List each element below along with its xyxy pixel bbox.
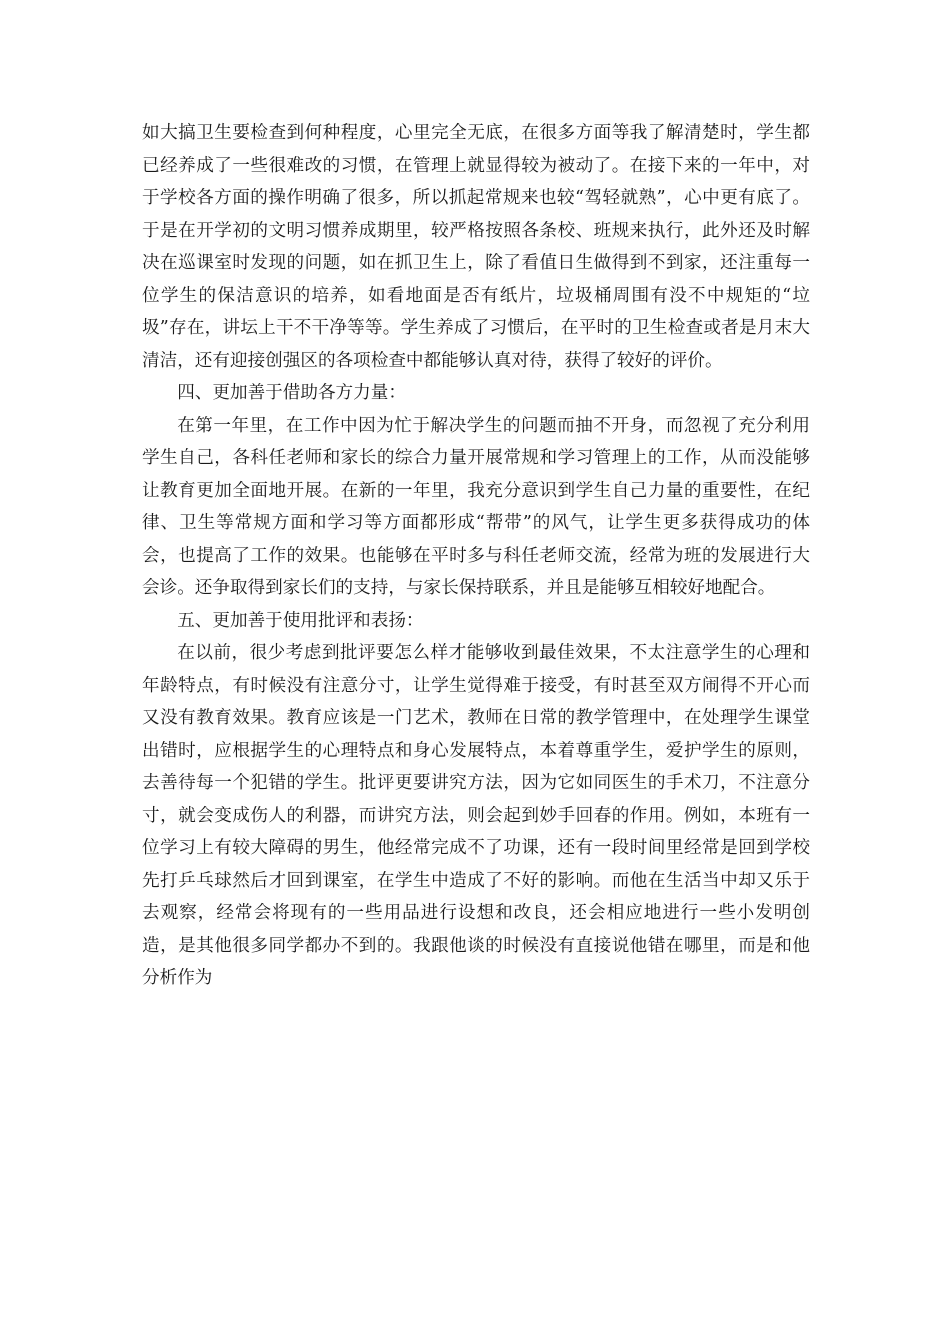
paragraph: 在以前，很少考虑到批评要怎么样才能够收到最佳效果，不太注意学生的心理和年龄特点，有时候没有注意分寸，让学生觉得难于接受，有时甚至双方闹得不开心而又没有教育效果。教育应该是一门艺术，教师在日常的教学管理中，在处理学生课堂出错时，应根据学生的心理特点和身心发展特点，本着尊重学生，爱护学生的原则，去善待每一个犯错的学生。批评更要讲究方法，因为它如同医生的手术刀，不注意分寸，就会变成伤人的利器，而讲究方法，则会起到妙手回春的作用。例如，本班有一位学习上有较大障碍的男生，他经常完成不了功课，还有一段时间里经常是回到学校先打乒乓球然后才回到课室，在学生中造成了不好的影响。而他在生活当中却又乐于去观察，经常会将现有的一些用品进行设想和改良，还会相应地进行一些小发明创造，是其他很多同学都办不到的。我跟他谈的时候没有直接说他错在哪里，而是和他分析作为: [142, 643, 810, 988]
paragraph-continued: 如大搞卫生要检查到何种程度，心里完全无底，在很多方面等我了解清楚时，学生都已经养成了一些很难改的习惯，在管理上就显得较为被动了。在接下来的一年中，对于学校各方面的操作明确了很多，所以抓起常规来也较“驾轻就熟”，心中更有底了。于是在开学初的文明习惯养成期里，较严格按照各条校、班规来执行，此外还及时解决在巡课室时发现的问题，如在抓卫生上，除了看值日生做得到不到家，还注重每一位学生的保洁意识的培养，如看地面是否有纸片，垃圾桶周围有没不中规矩的“垃圾”存在，讲坛上干不干净等等。学生养成了习惯后，在平时的卫生检查或者是月末大清洁，还有迎接创强区的各项检查中都能够认真对待，获得了较好的评价。: [142, 123, 810, 371]
paragraph: 在第一年里，在工作中因为忙于解决学生的问题而抽不开身，而忽视了充分利用学生自己，各科任老师和家长的综合力量开展常规和学习管理上的工作，从而没能够让教育更加全面地开展。在新的一年里，我充分意识到学生自己力量的重要性，在纪律、卫生等常规方面和学习等方面都形成“帮带”的风气，让学生更多获得成功的体会，也提高了工作的效果。也能够在平时多与科任老师交流，经常为班的发展进行大会诊。还争取得到家长们的支持，与家长保持联系，并且是能够互相较好地配合。: [142, 415, 810, 598]
section-heading-5: 五、更加善于使用批评和表扬：: [177, 610, 424, 631]
document-body: [142, 117, 810, 995]
section-heading-4: 四、更加善于借助各方力量：: [177, 383, 406, 403]
